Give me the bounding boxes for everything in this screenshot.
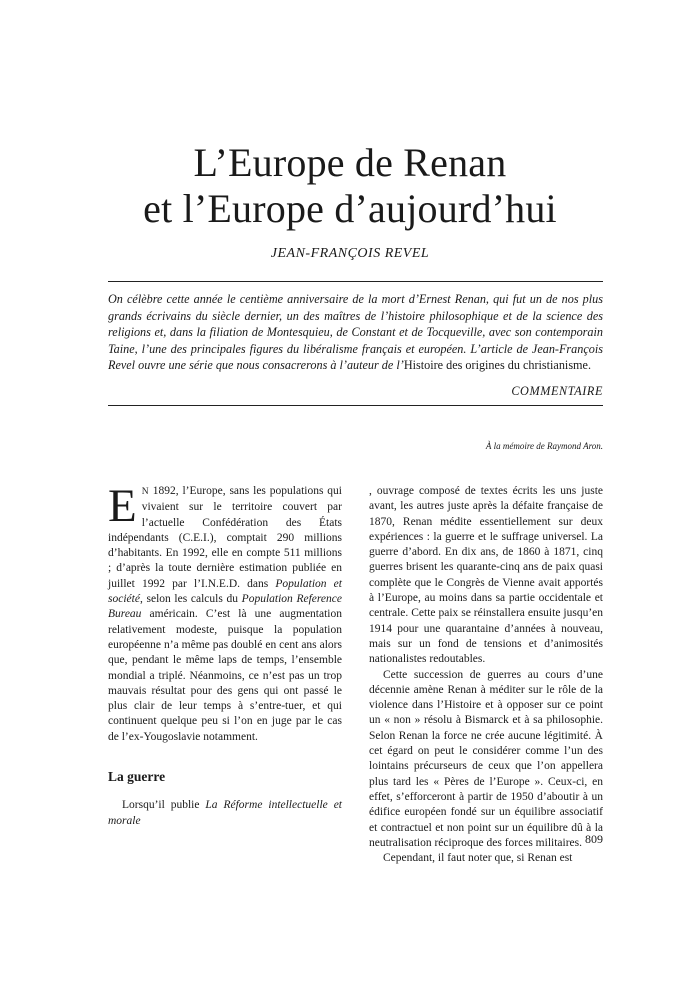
intro-text-italic: On célèbre cette année le centième anniversaire de la mort d’Ernest Renan, qui fut un de nos plus grands écrivains du siècle dernier, un des maîtres de l’histoire philosophique et de la science des religions et, dans la filiation de Montesquieu, de Constant et de Tocqueville, avec son contemporain Taine, l’une des principales figures du libéralisme français et européen. L’article de Jean-François Revel ouvre une série que nous consacrerons à l’auteur de l’ [108, 292, 603, 373]
p1-text-b: , selon les calculs du [139, 593, 242, 606]
body-paragraph-2-continued: , ouvrage composé de textes écrits les uns juste avant, les autres juste après la défaite française de 1870, Renan médite essentiellement sur deux expériences : la guerre et le suffrage universel. La guerre d’abord. En dix ans, de 1860 à 1871, cinq guerres brisent les quarante-cinq ans de paix quasi complète que le Congrès de Vienne avait apportés à l’Europe, au moins dans sa partie occidentale et centrale. Cette paix se réinstallera ensuite jusqu’en 1914 pour une quarantaine d’années à nouveau, mais sur un fond de tensions et d’animosités nationalistes redoutables. [369, 485, 603, 666]
p2-italic: La Réforme intellectuelle et morale [108, 799, 342, 827]
intro-paragraph [108, 291, 603, 374]
intro-signature: COMMENTAIRE [511, 384, 603, 398]
p1-italic-2: Population Reference Bureau [108, 593, 342, 621]
bottom-rule [108, 405, 603, 406]
p1-italic-1: Population et société [108, 577, 342, 606]
article-title [0, 140, 700, 232]
body-paragraph-1 [108, 480, 342, 745]
drop-cap: E [108, 480, 137, 532]
top-rule [108, 281, 603, 282]
body-paragraph-3: Cette succession de guerres au cours d’une décennie amène Renan à méditer sur le rôle de la violence dans l’Histoire et à opposer sur ce point un « non » résolu à Bismarck et à sa philosophie. Selon Renan la force ne crée aucune légitimité. À cet égard on peut le considérer comme l’un des lointains précurseurs de ceux que l’on appellera plus tard les « Pères de l’Europe ». Ceux-ci, en effet, s’efforceront à partir de 1950 d’aboutir à un édifice européen fondé sur un équilibre associatif et contractuel et non point sur un équilibre dû à la neutralisation réciproque des forces militaires. [369, 668, 603, 849]
body-paragraph-4: Cependant, il faut noter que, si Renan est [383, 852, 573, 865]
author-name: JEAN-FRANÇOIS REVEL [270, 246, 430, 261]
body-paragraph-2 [108, 798, 342, 829]
article-title-line-2: et l’Europe d’aujourd’hui [143, 186, 557, 231]
lead-letter: N [141, 487, 149, 497]
column-left [108, 480, 342, 829]
section-heading: La guerre [108, 769, 166, 785]
article-title-line-1: L’Europe de Renan [193, 140, 507, 185]
page-number: 809 [585, 832, 603, 846]
p1-text-c: américain. C’est là une augmentation relativement modeste, puisque la population européenne n’a même pas doublé en cent ans alors que, pendant le même laps de temps, l’ensemble mondial a triplé. Néanmoins, ce n’est pas un trop mauvais résultat pour des gens qui ont passé le plus clair de leur temps à s’entre-tuer, et qui continuent quelque peu si l’on en juge par le cas de l’ex-Yougoslavie notamment. [108, 608, 342, 743]
p2-text-a: Lorsqu’il publie [122, 799, 206, 812]
p1-text-a: 1892, l’Europe, sans les populations qui vivaient sur le territoire couvert par l’actuelle Confédération des États indépendants (C.E.I.), comptait 290 millions d’habitants. En 1992, elle en compte 511 millions ; d’après la toute dernière estimation publiée en juillet 1992 par l’I.N.E.D. dans [108, 485, 342, 590]
column-right [369, 484, 603, 866]
intro-text-upright: Histoire des origines du christianisme. [403, 358, 591, 373]
dedication: À la mémoire de Raymond Aron. [485, 441, 603, 451]
